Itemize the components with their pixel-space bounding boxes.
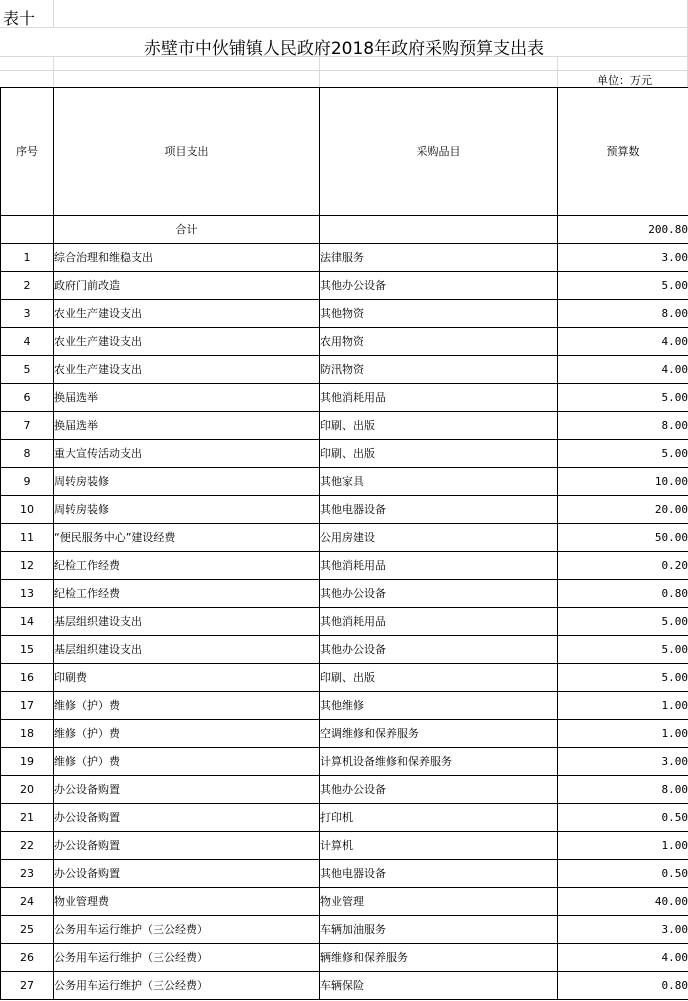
row-amount: 1.00 <box>558 720 688 748</box>
row-category: 其他电器设备 <box>320 860 558 888</box>
row-category: 空调维修和保养服务 <box>320 720 558 748</box>
row-item: 公务用车运行维护（三公经费） <box>54 972 320 1000</box>
unit-label: 单位：万元 <box>597 74 652 87</box>
row-item: 纪检工作经费 <box>54 580 320 608</box>
table-row <box>1 720 688 748</box>
row-amount: 5.00 <box>558 272 688 300</box>
row-amount: 8.00 <box>558 300 688 328</box>
row-seq: 10 <box>1 496 54 524</box>
table-row <box>1 328 688 356</box>
row-category: 计算机设备维修和保养服务 <box>320 748 558 776</box>
header-seq: 序号 <box>1 88 54 216</box>
table-row <box>1 412 688 440</box>
row-seq: 24 <box>1 888 54 916</box>
row-item: 农业生产建设支出 <box>54 300 320 328</box>
row-category: 其他电器设备 <box>320 496 558 524</box>
gridline <box>0 27 688 28</box>
row-category: 车辆保险 <box>320 972 558 1000</box>
row-item: 农业生产建设支出 <box>54 356 320 384</box>
row-seq: 20 <box>1 776 54 804</box>
row-seq: 14 <box>1 608 54 636</box>
row-amount: 8.00 <box>558 776 688 804</box>
row-seq: 12 <box>1 552 54 580</box>
gridline <box>319 56 320 87</box>
row-item: 周转房装修 <box>54 496 320 524</box>
row-item: 政府门前改造 <box>54 272 320 300</box>
row-category: 其他办公设备 <box>320 272 558 300</box>
row-category: 印刷、出版 <box>320 664 558 692</box>
row-amount: 3.00 <box>558 916 688 944</box>
row-amount: 1.00 <box>558 692 688 720</box>
row-category: 辆维修和保养服务 <box>320 944 558 972</box>
total-seq-cell <box>1 216 54 244</box>
row-amount: 5.00 <box>558 384 688 412</box>
row-seq: 1 <box>1 244 54 272</box>
row-item: 物业管理费 <box>54 888 320 916</box>
row-seq: 2 <box>1 272 54 300</box>
row-amount: 5.00 <box>558 636 688 664</box>
row-amount: 4.00 <box>558 328 688 356</box>
table-row <box>1 440 688 468</box>
table-row <box>1 944 688 972</box>
row-seq: 11 <box>1 524 54 552</box>
row-category: 物业管理 <box>320 888 558 916</box>
row-seq: 3 <box>1 300 54 328</box>
table-row <box>1 552 688 580</box>
row-seq: 22 <box>1 832 54 860</box>
row-seq: 17 <box>1 692 54 720</box>
header-amount: 预算数 <box>558 88 688 216</box>
total-amount: 200.80 <box>558 216 688 244</box>
table-row <box>1 300 688 328</box>
row-item: 换届选举 <box>54 412 320 440</box>
row-seq: 23 <box>1 860 54 888</box>
table-row <box>1 916 688 944</box>
table-row <box>1 664 688 692</box>
row-item: 周转房装修 <box>54 468 320 496</box>
row-item: 办公设备购置 <box>54 776 320 804</box>
row-category: 其他物资 <box>320 300 558 328</box>
header-category: 采购品目 <box>320 88 558 216</box>
row-item: 办公设备购置 <box>54 832 320 860</box>
row-seq: 18 <box>1 720 54 748</box>
row-category: 计算机 <box>320 832 558 860</box>
row-item: “便民服务中心”建设经费 <box>54 524 320 552</box>
table-row <box>1 356 688 384</box>
row-category: 其他家具 <box>320 468 558 496</box>
header-row <box>1 88 688 216</box>
row-category: 法律服务 <box>320 244 558 272</box>
row-category: 其他办公设备 <box>320 636 558 664</box>
row-category: 车辆加油服务 <box>320 916 558 944</box>
row-amount: 10.00 <box>558 468 688 496</box>
row-item: 重大宣传活动支出 <box>54 440 320 468</box>
row-seq: 27 <box>1 972 54 1000</box>
row-seq: 21 <box>1 804 54 832</box>
table-row <box>1 804 688 832</box>
row-category: 公用房建设 <box>320 524 558 552</box>
row-amount: 1.00 <box>558 832 688 860</box>
gridline <box>53 0 54 27</box>
row-amount: 4.00 <box>558 356 688 384</box>
row-category: 印刷、出版 <box>320 412 558 440</box>
total-row <box>1 216 688 244</box>
row-amount: 0.80 <box>558 580 688 608</box>
row-category: 防汛物资 <box>320 356 558 384</box>
row-amount: 0.50 <box>558 804 688 832</box>
gridline <box>53 56 54 87</box>
row-amount: 0.50 <box>558 860 688 888</box>
row-amount: 5.00 <box>558 440 688 468</box>
table-row <box>1 748 688 776</box>
row-item: 农业生产建设支出 <box>54 328 320 356</box>
row-category: 农用物资 <box>320 328 558 356</box>
row-seq: 4 <box>1 328 54 356</box>
row-seq: 16 <box>1 664 54 692</box>
table-row <box>1 972 688 1000</box>
table-row <box>1 888 688 916</box>
row-amount: 4.00 <box>558 944 688 972</box>
row-amount: 8.00 <box>558 412 688 440</box>
row-item: 办公设备购置 <box>54 860 320 888</box>
row-item: 纪检工作经费 <box>54 552 320 580</box>
row-item: 办公设备购置 <box>54 804 320 832</box>
row-amount: 3.00 <box>558 244 688 272</box>
sheet-header-area <box>0 0 688 87</box>
row-item: 公务用车运行维护（三公经费） <box>54 944 320 972</box>
table-row <box>1 468 688 496</box>
row-item: 综合治理和维稳支出 <box>54 244 320 272</box>
total-label: 合计 <box>54 216 320 244</box>
row-amount: 3.00 <box>558 748 688 776</box>
page-title: 赤壁市中伙铺镇人民政府2018年政府采购预算支出表 <box>143 39 545 59</box>
row-seq: 7 <box>1 412 54 440</box>
row-amount: 5.00 <box>558 608 688 636</box>
row-seq: 5 <box>1 356 54 384</box>
row-category: 印刷、出版 <box>320 440 558 468</box>
row-category: 打印机 <box>320 804 558 832</box>
row-category: 其他办公设备 <box>320 776 558 804</box>
row-seq: 6 <box>1 384 54 412</box>
table-row <box>1 860 688 888</box>
row-amount: 0.20 <box>558 552 688 580</box>
row-amount: 5.00 <box>558 664 688 692</box>
gridline <box>557 56 558 87</box>
table-row <box>1 776 688 804</box>
row-item: 基层组织建设支出 <box>54 608 320 636</box>
total-category-cell <box>320 216 558 244</box>
table-row <box>1 636 688 664</box>
row-seq: 8 <box>1 440 54 468</box>
row-category: 其他维修 <box>320 692 558 720</box>
row-category: 其他消耗用品 <box>320 552 558 580</box>
budget-table <box>0 87 688 1000</box>
gridline <box>0 70 688 71</box>
row-seq: 15 <box>1 636 54 664</box>
table-row <box>1 384 688 412</box>
row-item: 印刷费 <box>54 664 320 692</box>
table-row <box>1 496 688 524</box>
row-seq: 26 <box>1 944 54 972</box>
row-item: 维修（护）费 <box>54 748 320 776</box>
table-number: 表十 <box>3 9 36 28</box>
row-amount: 20.00 <box>558 496 688 524</box>
table-row <box>1 608 688 636</box>
table-row <box>1 244 688 272</box>
table-row <box>1 580 688 608</box>
row-item: 维修（护）费 <box>54 720 320 748</box>
row-category: 其他办公设备 <box>320 580 558 608</box>
table-row <box>1 692 688 720</box>
table-row <box>1 524 688 552</box>
row-seq: 19 <box>1 748 54 776</box>
header-item: 项目支出 <box>54 88 320 216</box>
row-category: 其他消耗用品 <box>320 608 558 636</box>
row-amount: 40.00 <box>558 888 688 916</box>
table-row <box>1 832 688 860</box>
row-amount: 50.00 <box>558 524 688 552</box>
table-row <box>1 272 688 300</box>
row-seq: 9 <box>1 468 54 496</box>
row-amount: 0.80 <box>558 972 688 1000</box>
row-item: 换届选举 <box>54 384 320 412</box>
row-seq: 25 <box>1 916 54 944</box>
row-seq: 13 <box>1 580 54 608</box>
row-item: 基层组织建设支出 <box>54 636 320 664</box>
row-category: 其他消耗用品 <box>320 384 558 412</box>
row-item: 维修（护）费 <box>54 692 320 720</box>
row-item: 公务用车运行维护（三公经费） <box>54 916 320 944</box>
